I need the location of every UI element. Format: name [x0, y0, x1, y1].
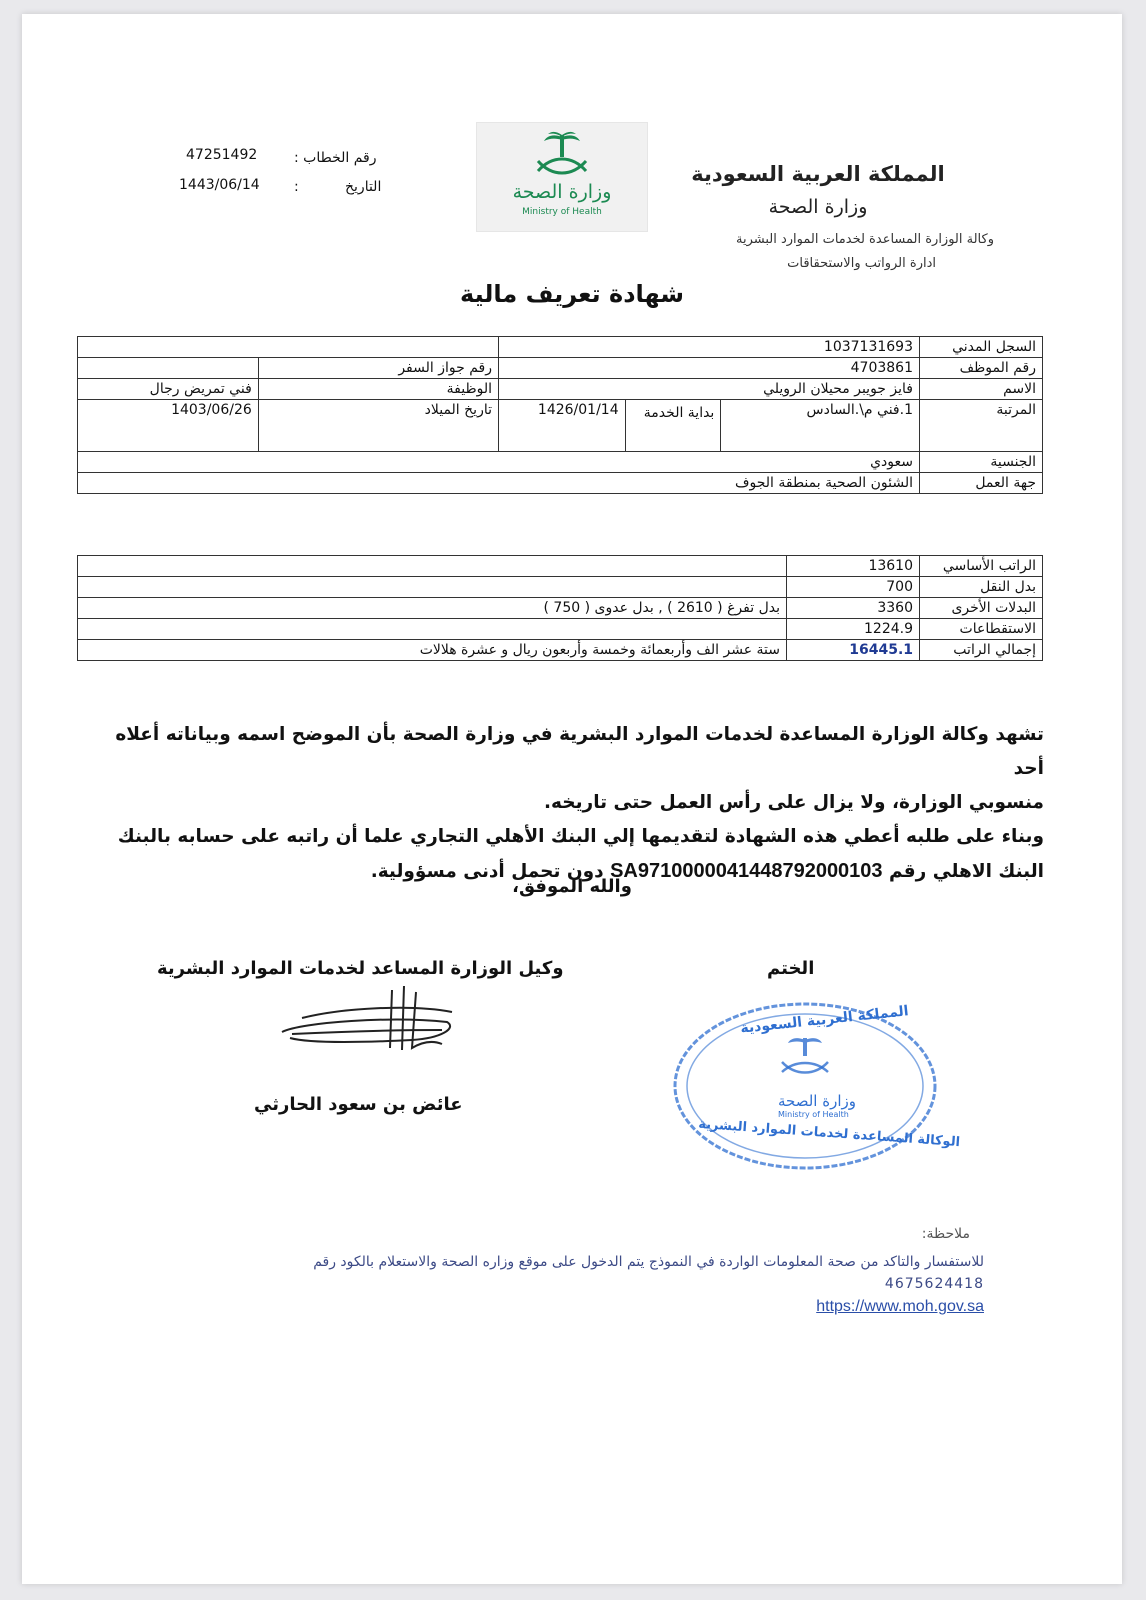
basic-salary-value: 13610: [787, 556, 920, 577]
body-line-4-pre: البنك الاهلي رقم: [889, 861, 1044, 882]
header-org-block: [668, 162, 968, 218]
workplace-value: الشئون الصحية بمنطقة الجوف: [78, 473, 920, 494]
signature-scribble: [272, 982, 462, 1062]
empty-cell: [78, 577, 787, 598]
letter-number-value: 47251492: [186, 147, 258, 163]
closing-phrase: والله الموفق،: [512, 876, 632, 897]
body-line-3: وبناء على طلبه أعطي هذه الشهادة لتقديمها إلي البنك الأهلي التجاري علما أن راتبه على حسابه بالبنك: [117, 826, 1044, 847]
other-allowances-label: البدلات الأخرى: [920, 598, 1043, 619]
total-salary-words: ستة عشر الف وأربعمائة وخمسة وأربعون ريال و عشرة هلالات: [78, 640, 787, 661]
job-value: فني تمريض رجال: [78, 379, 259, 400]
certificate-page: [22, 14, 1122, 1584]
nationality-value: سعودي: [78, 452, 920, 473]
table-row: [78, 379, 1043, 400]
basic-salary-label: الراتب الأساسي: [920, 556, 1043, 577]
rank-value: 1.فني م\.السادس: [721, 400, 920, 452]
rank-label: المرتبة: [920, 400, 1043, 452]
empty-cell: [78, 556, 787, 577]
table-row: [78, 556, 1043, 577]
table-row: [78, 640, 1043, 661]
stamp-label: الختم: [767, 958, 815, 979]
stamp-top-text: المملكة العربية السعودية: [739, 1003, 910, 1037]
employee-info-table: [77, 336, 1043, 494]
letter-number-label: رقم الخطاب :: [294, 150, 377, 166]
department-name: ادارة الرواتب والاستحقاقات: [787, 256, 936, 271]
nationality-label: الجنسية: [920, 452, 1043, 473]
table-row: [78, 598, 1043, 619]
name-value: فايز جويبر محيلان الرويلي: [499, 379, 920, 400]
total-salary-label: إجمالي الراتب: [920, 640, 1043, 661]
page-title: شهادة تعريف مالية: [460, 280, 684, 308]
empty-cell: [78, 337, 499, 358]
verification-code: 4675624418: [884, 1276, 984, 1292]
logo-name-en: Ministry of Health: [522, 207, 602, 217]
service-start-value: 1426/01/14: [499, 400, 626, 452]
note-body: للاستفسار والتاكد من صحة المعلومات الواردة في النموذج يتم الدخول على موقع وزاره الصحة والاستعلام بالكود رقم: [313, 1254, 984, 1270]
stamp-logo-ar: وزارة الصحة: [778, 1092, 856, 1110]
table-row: [78, 400, 1043, 452]
note-title: ملاحظة:: [921, 1226, 970, 1242]
other-allowances-value: 3360: [787, 598, 920, 619]
total-salary-value: 16445.1: [787, 640, 920, 661]
other-allowances-detail: بدل تفرغ ( 2610 ) , بدل عدوى ( 750 ): [78, 598, 787, 619]
signatory-name: عائض بن سعود الحارثي: [254, 1094, 463, 1115]
transport-allowance-value: 700: [787, 577, 920, 598]
moh-website-link[interactable]: https://www.moh.gov.sa: [816, 1298, 984, 1315]
official-stamp: [670, 998, 961, 1174]
logo-name-ar: وزارة الصحة: [512, 181, 612, 203]
table-row: [78, 337, 1043, 358]
birth-date-label: تاريخ الميلاد: [258, 400, 498, 452]
civil-id-label: السجل المدني: [920, 337, 1043, 358]
workplace-label: جهة العمل: [920, 473, 1043, 494]
ministry-name: وزارة الصحة: [768, 196, 868, 218]
letter-date-colon: :: [294, 179, 299, 195]
service-start-label: بداية الخدمة: [625, 400, 721, 452]
table-row: [78, 577, 1043, 598]
ministry-logo: [476, 122, 648, 232]
letter-date-label: التاريخ: [345, 179, 382, 195]
letter-date-value: 1443/06/14: [179, 177, 260, 193]
table-row: [78, 452, 1043, 473]
table-row: [78, 358, 1043, 379]
salary-table: [77, 555, 1043, 661]
deductions-value: 1224.9: [787, 619, 920, 640]
transport-allowance-label: بدل النقل: [920, 577, 1043, 598]
table-row: [78, 473, 1043, 494]
passport-label: رقم جواز السفر: [258, 358, 498, 379]
body-line-4-post: دون تحمل أدنى مسؤولية.: [370, 861, 604, 882]
empty-cell: [78, 619, 787, 640]
passport-value: [78, 358, 259, 379]
civil-id-value: 1037131693: [499, 337, 920, 358]
certificate-body: [84, 718, 1044, 889]
stamp-bottom-text: الوكالة المساعدة لخدمات الموارد البشرية: [697, 1116, 961, 1151]
agency-name: وكالة الوزارة المساعدة لخدمات الموارد البشرية: [735, 232, 994, 247]
name-label: الاسم: [920, 379, 1043, 400]
palm-swords-emblem-icon: [532, 131, 592, 181]
kingdom-name: المملكة العربية السعودية: [691, 162, 945, 186]
employee-number-value: 4703861: [499, 358, 920, 379]
employee-number-label: رقم الموظف: [920, 358, 1043, 379]
birth-date-value: 1403/06/26: [78, 400, 259, 452]
signatory-title: وكيل الوزارة المساعد لخدمات الموارد البشرية: [157, 958, 564, 979]
stamp-logo-en: Ministry of Health: [778, 1110, 849, 1119]
body-line-2: منسوبي الوزارة، ولا يزال على رأس العمل حتى تاريخه.: [544, 792, 1044, 813]
deductions-label: الاستقطاعات: [920, 619, 1043, 640]
job-label: الوظيفة: [258, 379, 498, 400]
table-row: [78, 619, 1043, 640]
body-line-1: تشهد وكالة الوزارة المساعدة لخدمات الموارد البشرية في وزارة الصحة بأن الموضح اسمه وبياناته أعلاه أحد: [115, 724, 1044, 779]
iban-number: SA9710000041448792000103: [610, 860, 883, 882]
